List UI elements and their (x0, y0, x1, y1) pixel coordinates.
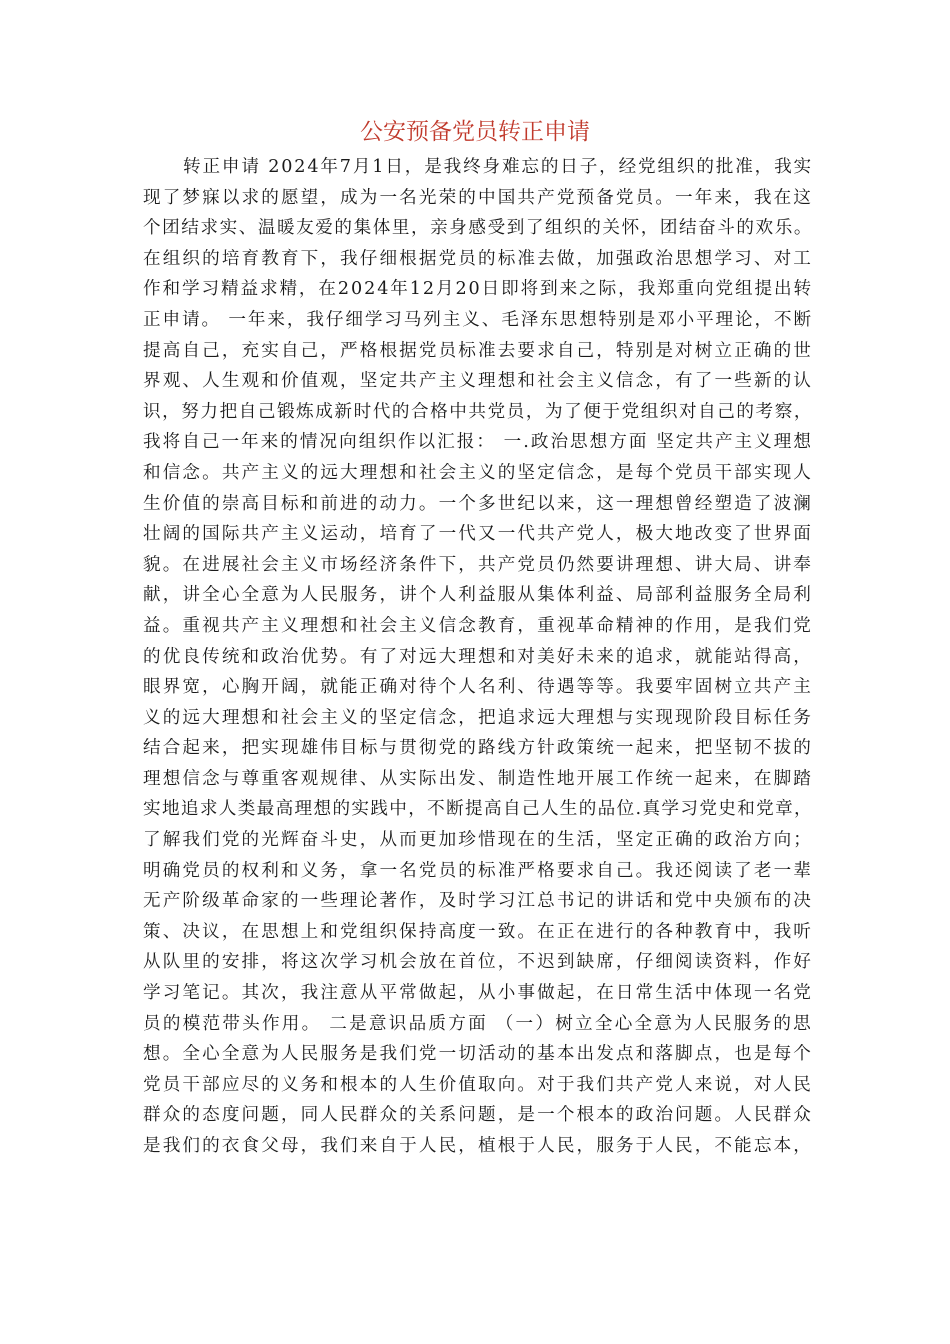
body-line: 理想信念与尊重客观规律、从实际出发、制造性地开展工作统一起来，在脚踏 (143, 768, 813, 789)
body-line: 的优良传统和政治优势。有了对远大理想和对美好未来的追求，就能站得高， (143, 646, 813, 667)
body-line: 我将自己一年来的情况向组织作以汇报： 一.政治思想方面 坚定共产主义理想 (143, 432, 813, 453)
body-line: 从队里的安排，将这次学习机会放在首位，不迟到缺席，仔细阅读资料，作好 (143, 952, 813, 973)
body-line: 识，努力把自己锻炼成新时代的合格中共党员，为了便于党组织对自己的考察， (143, 401, 813, 422)
body-line: 是我们的衣食父母，我们来自于人民，植根于人民，服务于人民，不能忘本， (143, 1136, 813, 1156)
body-line: 在组织的培育教育下，我仔细根据党员的标准去做，加强政治思想学习、对工 (143, 248, 813, 269)
body-line: 了解我们党的光辉奋斗史，从而更加珍惜现在的生活，坚定正确的政治方向； (143, 830, 813, 851)
body-line: 益。重视共产主义理想和社会主义信念教育，重视革命精神的作用，是我们党 (143, 615, 813, 636)
document-body (143, 152, 813, 1162)
body-line: 群众的态度问题，同人民群众的关系问题，是一个根本的政治问题。人民群众 (143, 1105, 813, 1126)
body-line: 实地追求人类最高理想的实践中，不断提高自己人生的品位.真学习党史和党章， (143, 799, 813, 820)
body-line: 壮阔的国际共产主义运动，培育了一代又一代共产党人，极大地改变了世界面 (143, 524, 813, 545)
body-line: 现了梦寐以求的愿望，成为一名光荣的中国共产党预备党员。一年来，我在这 (143, 187, 813, 208)
body-line: 献，讲全心全意为人民服务，讲个人利益服从集体利益、局部利益服务全局利 (143, 585, 813, 606)
body-line: 和信念。共产主义的远大理想和社会主义的坚定信念，是每个党员干部实现人 (143, 462, 813, 483)
body-line: 生价值的崇高目标和前进的动力。一个多世纪以来，这一理想曾经塑造了波澜 (143, 493, 813, 514)
body-line: 个团结求实、温暖友爱的集体里，亲身感受到了组织的关怀，团结奋斗的欢乐。 (143, 218, 813, 239)
body-line: 策、决议，在思想上和党组织保持高度一致。在正在进行的各种教育中，我听 (143, 921, 813, 942)
body-line: 党员干部应尽的义务和根本的人生价值取向。对于我们共产党人来说，对人民 (143, 1074, 813, 1095)
body-line: 明确党员的权利和义务，拿一名党员的标准严格要求自己。我还阅读了老一辈 (143, 860, 813, 881)
body-line: 员的模范带头作用。 二是意识品质方面 （一）树立全心全意为人民服务的思 (143, 1013, 813, 1034)
body-line: 提高自己，充实自己，严格根据党员标准去要求自己，特别是对树立正确的世 (143, 340, 813, 361)
document-title: 公安预备党员转正申请 (360, 119, 590, 145)
body-line: 转正申请 2024年7月1日，是我终身难忘的日子，经党组织的批准，我实 (183, 157, 813, 177)
body-line: 作和学习精益求精，在2024年12月20日即将到来之际，我郑重向党组提出转 (143, 279, 813, 300)
body-line: 正申请。 一年来，我仔细学习马列主义、毛泽东思想特别是邓小平理论，不断 (143, 309, 813, 330)
body-line: 义的远大理想和社会主义的坚定信念，把追求远大理想与实现现阶段目标任务 (143, 707, 813, 728)
body-line: 想。全心全意为人民服务是我们党一切活动的基本出发点和落脚点，也是每个 (143, 1044, 813, 1065)
body-line: 界观、人生观和价值观，坚定共产主义理想和社会主义信念，有了一些新的认 (143, 371, 813, 392)
body-line: 结合起来，把实现雄伟目标与贯彻党的路线方针政策统一起来，把坚韧不拔的 (143, 738, 813, 759)
body-line: 眼界宽，心胸开阔，就能正确对待个人名利、待遇等等。我要牢固树立共产主 (143, 677, 813, 698)
body-line: 学习笔记。其次，我注意从平常做起，从小事做起，在日常生活中体现一名党 (143, 983, 813, 1004)
body-line: 貌。在进展社会主义市场经济条件下，共产党员仍然要讲理想、讲大局、讲奉 (143, 554, 813, 575)
body-line: 无产阶级革命家的一些理论著作，及时学习江总书记的讲话和党中央颁布的决 (143, 891, 813, 912)
